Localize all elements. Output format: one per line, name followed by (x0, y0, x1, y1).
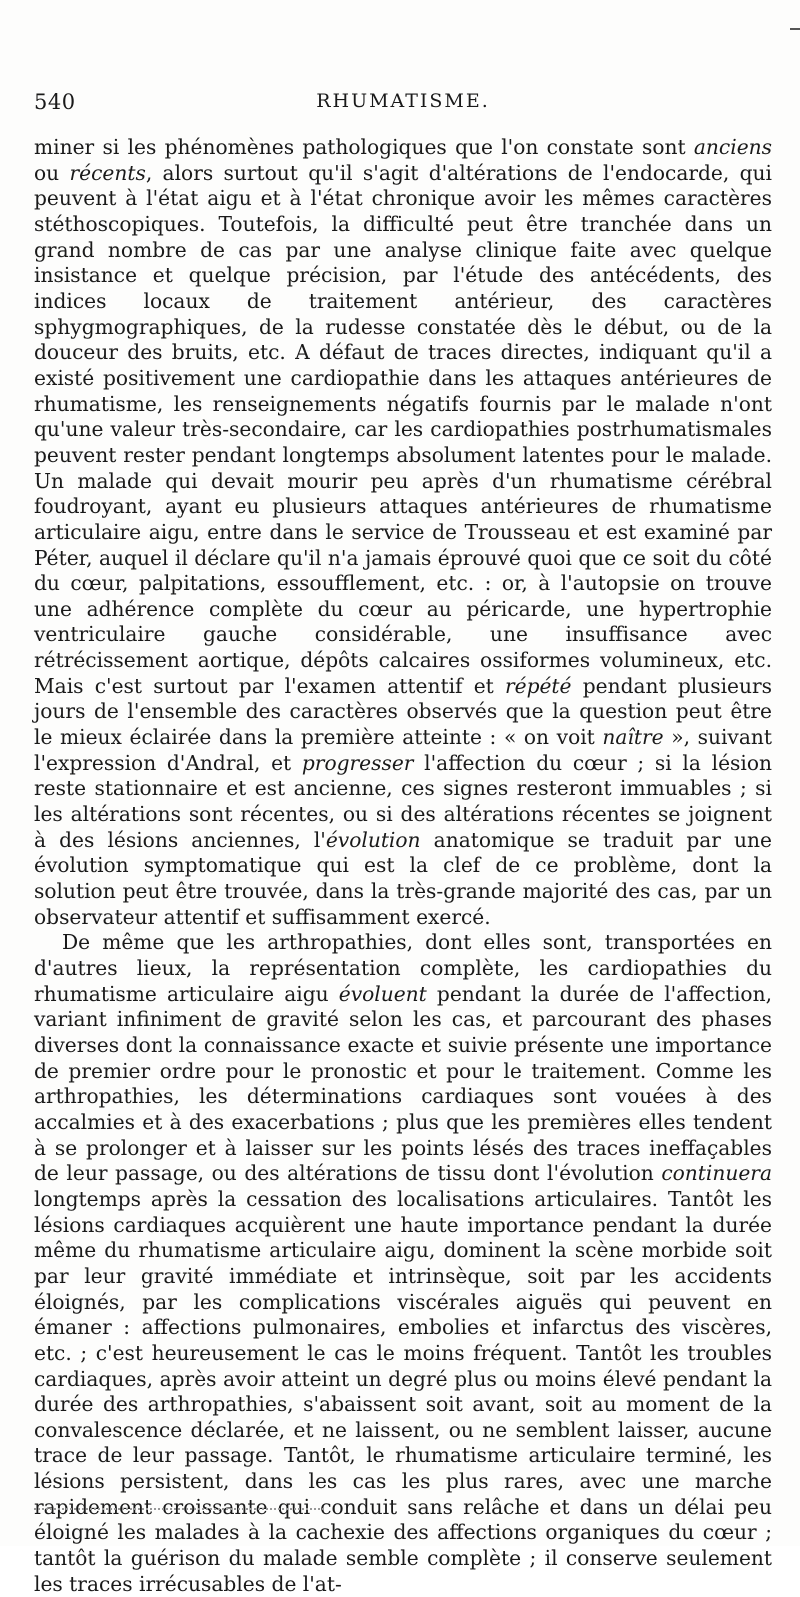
italic-term: progresser (301, 750, 414, 775)
body-text (34, 135, 772, 1597)
italic-term: répété (504, 673, 572, 698)
italic-term: continuera (661, 1161, 772, 1186)
scan-noise (34, 1508, 324, 1513)
text-run: miner si les phénomènes pathologiques que l'on constate sont (34, 135, 694, 159)
page-number: 540 (34, 90, 76, 114)
text-run: l'affection du cœur ; si la lésion reste stationnaire et est ancienne, ces signes resteront immuables ; si les altérations sont récentes, ou si des altérations récentes se joignent à des lésions anciennes, l' (34, 750, 772, 852)
text-run: , alors surtout qu'il s'agit d'altérations de l'endocarde, qui peuvent à l'état aigu et à l'état chronique avoir les mêmes caractères stéthoscopiques. Toutefois, la difficulté peut être tranchée dans un grand nombre de cas par une analyse clinique faite avec quelque insistance et quelque précision, par l'étude des antécédents, des indices locaux de traitement antérieur, des caractères sphygmographiques, de la rudesse constatée dès le début, ou de la douceur des bruits, etc. A défaut de traces directes, indiquant qu'il a existé positivement une cardiopathie dans les attaques antérieures de rhumatisme, les renseignements négatifs fournis par le malade n'ont qu'une valeur très-secondaire, car les cardiopathies postrhumatismales peuvent rester pendant longtemps absolument latentes pour le malade. Un malade qui devait mourir peu après d'un rhumatisme cérébral foudroyant, ayant eu plusieurs attaques antérieures de rhumatisme articulaire aigu, entre dans le service de Trousseau et est examiné par Péter, auquel il déclare qu'il n'a jamais éprouvé quoi que ce soit du côté du cœur, palpitations, essoufflement, etc. : or, à l'autopsie on trouve une adhérence complète du cœur au péricarde, une hypertrophie ventriculaire gauche considérable, une insuffisance avec rétrécissement aortique, dépôts calcaires ossiformes volumineux, etc. Mais c'est surtout par l'examen attentif et (34, 160, 773, 698)
text-run: anatomique se traduit par une évolution symptomatique qui est la clef de ce problème, dont la solution peut être trouvée, dans la très-grande majorité des cas, par un observateur attentif et suffisamment exercé. (34, 827, 772, 929)
running-title: RHUMATISME. (316, 90, 490, 112)
italic-term: anciens (693, 135, 772, 159)
italic-term: récents (69, 160, 146, 185)
text-run: De même que les arthropathies, dont elles sont, transportées en d'autres lieux, la représentation complète, les cardiopathies du rhumatisme articulaire aigu (34, 930, 772, 1006)
paragraph-1 (34, 135, 772, 930)
text-run: longtemps après la cessation des localisations articulaires. Tantôt les lésions cardiaques acquièrent une haute importance pendant la durée même du rhumatisme articulaire aigu, dominent la scène morbide soit par leur gravité immédiate et intrinsèque, soit par les accidents éloignés, par les complications viscérales aiguës qui peuvent en émaner : affections pulmonaires, embolies et infarctus des viscères, etc. ; c'est heureusement le cas le moins fréquent. Tantôt les troubles cardiaques, après avoir atteint un degré plus ou moins élevé pendant la durée des arthropathies, s'abaissent soit avant, soit au moment de la convalescence déclarée, et ne laissent, ou ne semblent laisser, aucune trace de leur passage. Tantôt, le rhumatisme articulaire terminé, les lésions persistent, dans les cas les plus rares, avec une marche rapidement croissante qui conduit sans relâche et dans un délai peu éloigné les malades à la cachexie des affections organiques du cœur ; tantôt la guérison du malade semble complète ; il conserve seulement les traces irrécusables de l'at- (34, 1186, 772, 1596)
italic-term: naître (602, 725, 664, 750)
text-run: ou (34, 160, 70, 185)
page-header (34, 90, 772, 124)
italic-term: évolution (325, 827, 421, 852)
text-run: », suivant l'expression d'Andral, et (34, 725, 772, 775)
paragraph-2 (34, 930, 772, 1597)
scan-mark (790, 28, 800, 30)
italic-term: évoluent (338, 981, 427, 1006)
text-run: pendant la durée de l'affection, variant infiniment de gravité selon les cas, et parcourant des phases diverses dont la connaissance exacte et suivie présente une importance de premier ordre pour le pronostic et pour le traitement. Comme les arthropathies, les déterminations cardiaques sont vouées à des accalmies et à des exacerbations ; plus que les premières elles tendent à se prolonger et à laisser sur les points lésés des traces ineffaçables de leur passage, ou des altérations de tissu dont l'évolution (34, 981, 772, 1186)
text-run: pendant plusieurs jours de l'ensemble des caractères observés que la question peut être le mieux éclairée dans la première atteinte : « on voit (34, 673, 772, 750)
